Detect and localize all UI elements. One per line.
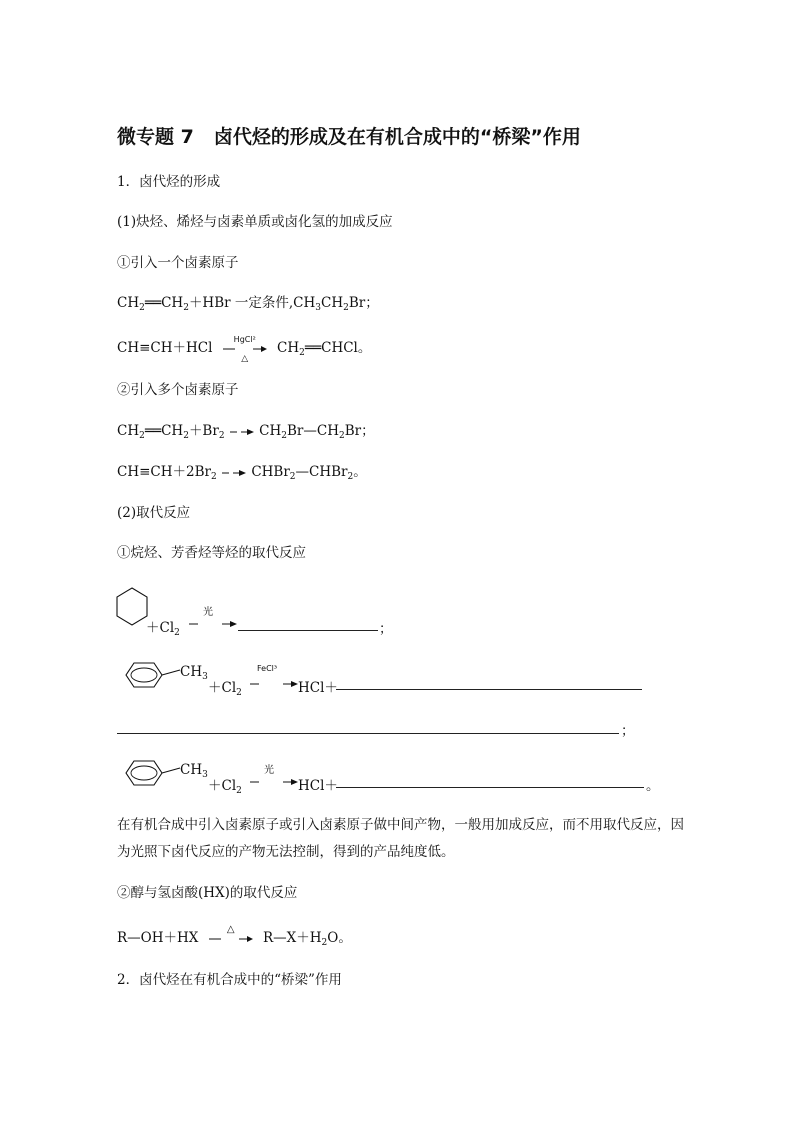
- reaction-2-reagent: $+Cl_2$: [208, 680, 242, 698]
- equation-2: CH≡CH＋HCl HgCl² △ $CH_2══CHCl$。: [117, 334, 372, 364]
- toluene-structure: [116, 758, 182, 788]
- item-1-heading: ①引入一个卤素原子: [117, 255, 239, 271]
- equation-3: $CH_2══CH_2+Br_2$ $CH_2Br—CH_2Br$；: [117, 423, 375, 441]
- toluene-structure: [116, 660, 182, 690]
- title-text: 卤代烃的形成及在有机合成中的“桥梁”作用: [213, 126, 581, 148]
- reaction-1-end: ；: [379, 621, 393, 637]
- arrow-icon: [247, 765, 301, 795]
- section-2-heading: 2．卤代烃在有机合成中的“桥梁”作用: [117, 972, 342, 988]
- section-1-heading: 1．卤代烃的形成: [117, 174, 221, 190]
- reaction-3-product: HCl＋: [298, 778, 338, 794]
- reaction-arrow: HgCl² △: [221, 340, 269, 358]
- reaction-2-product: HCl＋: [298, 680, 338, 696]
- answer-blank-3[interactable]: [336, 787, 644, 788]
- reaction-arrow: △: [207, 930, 255, 948]
- arrow-icon: [207, 934, 255, 944]
- page-title: [117, 122, 581, 149]
- answer-blank-2b[interactable]: [117, 733, 619, 734]
- reaction-2-arrow: FeCl³: [247, 667, 301, 701]
- reaction-2-end: ；: [621, 723, 635, 739]
- reaction-3-end: 。: [646, 778, 660, 794]
- reaction-2-ch3: $CH_3$: [180, 664, 208, 682]
- arrow-icon: [229, 427, 255, 437]
- arrow-icon: [186, 607, 240, 637]
- arrow-icon: [221, 468, 247, 478]
- equation-5: R—OH＋HX △ $R—X+H_2O$。: [117, 923, 352, 948]
- answer-blank-1[interactable]: [238, 630, 378, 631]
- cyclohexane-structure: [114, 586, 150, 628]
- title-number: 微专题 7: [117, 126, 194, 148]
- equation-1: $CH_2══CH_2+HBr$ 一定条件$,CH_3CH_2Br$；: [117, 295, 379, 313]
- reaction-1-reagent: $+Cl_2$: [146, 620, 180, 638]
- reaction-3-ch3: $CH_3$: [180, 762, 208, 780]
- item-3-heading: ①烷烃、芳香烃等烃的取代反应: [117, 545, 306, 561]
- equation-4: $CH\equiv CH+2Br_2$ CHBr$_2$—CHBr$_2$。: [117, 464, 367, 482]
- subsection-1-heading: (1)炔烃、烯烃与卤素单质或卤化氢的加成反应: [117, 214, 393, 230]
- answer-blank-2a[interactable]: [336, 689, 642, 690]
- item-4-heading: ②醇与氢卤酸(HX)的取代反应: [117, 885, 298, 901]
- item-2-heading: ②引入多个卤素原子: [117, 382, 239, 398]
- reaction-3-arrow: 光: [247, 765, 301, 799]
- subsection-2-heading: (2)取代反应: [117, 505, 191, 521]
- reaction-3-reagent: $+Cl_2$: [208, 778, 242, 796]
- explanation-paragraph: 在有机合成中引入卤素原子或引入卤素原子做中间产物，一般用加成反应，而不用取代反应，因为光照下卤代反应的产物无法控制，得到的产品纯度低。: [117, 817, 684, 860]
- reaction-1-arrow: 光: [186, 607, 240, 641]
